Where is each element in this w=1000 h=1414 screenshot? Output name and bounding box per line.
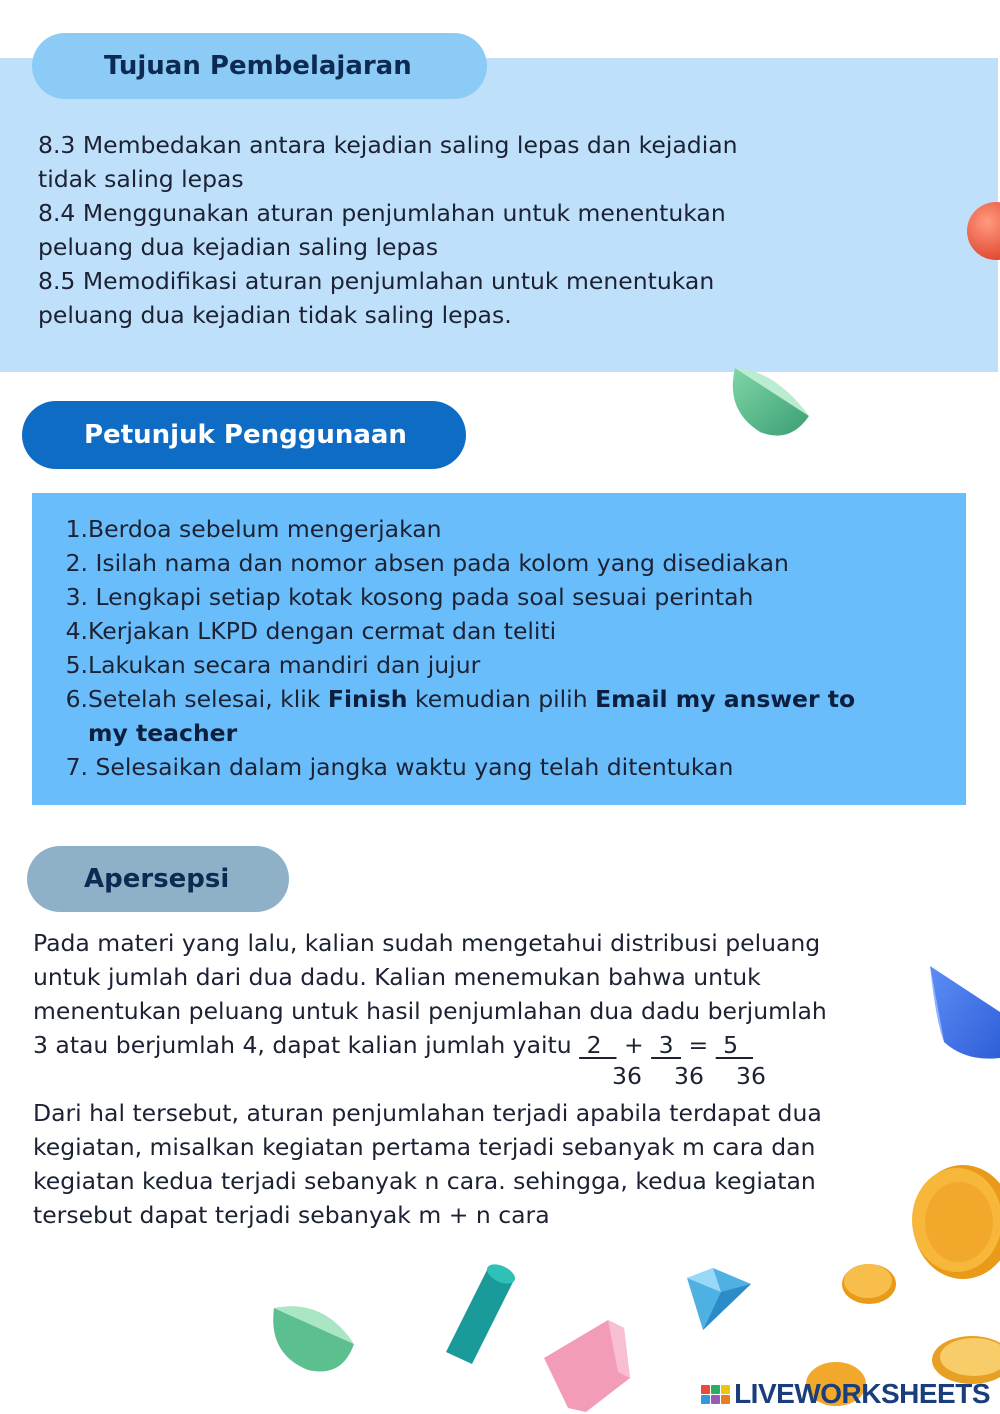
- tujuan-line: 8.3 Membedakan antara kejadian saling lepas dan kejadian: [38, 131, 738, 159]
- fraction-denominator: 36: [736, 1062, 766, 1090]
- apersepsi-line: [33, 1028, 913, 1062]
- apersepsi-line-text: 3 atau berjumlah 4, dapat kalian jumlah yaitu: [33, 1031, 580, 1059]
- list-item: [60, 648, 940, 682]
- item-text: Lengkapi setiap kotak kosong pada soal sesuai perintah: [88, 583, 754, 611]
- apersepsi-line: Pada materi yang lalu, kalian sudah mengetahui distribusi peluang: [33, 929, 821, 957]
- fraction-numerator: 3: [651, 1031, 682, 1059]
- list-item: [60, 512, 940, 546]
- email-emphasis: my teacher: [88, 719, 238, 747]
- list-item: [60, 546, 940, 580]
- item-text: Berdoa sebelum mengerjakan: [88, 515, 442, 543]
- apersepsi-line: Dari hal tersebut, aturan penjumlahan terjadi apabila terdapat dua: [33, 1099, 822, 1127]
- fraction-denominator-row: [33, 1062, 913, 1096]
- apersepsi-line: kegiatan kedua terjadi sebanyak n cara. sehingga, kedua kegiatan: [33, 1167, 816, 1195]
- fraction-denominator: 36: [612, 1062, 642, 1090]
- tujuan-line: 8.4 Menggunakan aturan penjumlahan untuk menentukan: [38, 199, 726, 227]
- fraction-numerator: 2: [579, 1031, 617, 1059]
- cylinder-decoration: [438, 1260, 518, 1370]
- green-hemisphere-decoration: [268, 1298, 358, 1376]
- liveworksheets-logo: [701, 1378, 990, 1410]
- fraction-denominator: 36: [674, 1062, 704, 1090]
- tujuan-title: Tujuan Pembelajaran: [32, 33, 487, 99]
- list-item: [60, 580, 940, 614]
- tujuan-body: [38, 128, 838, 332]
- item-text: Selesaikan dalam jangka waktu yang telah ditentukan: [88, 753, 734, 781]
- blue-cone-decoration: [926, 962, 1000, 1066]
- list-item: [60, 614, 940, 648]
- small-coin-decoration: [840, 1260, 898, 1306]
- apersepsi-line: untuk jumlah dari dua dadu. Kalian menemukan bahwa untuk: [33, 963, 761, 991]
- apersepsi-title: Apersepsi: [27, 846, 289, 912]
- tujuan-line: peluang dua kejadian saling lepas: [38, 233, 439, 261]
- item-text: Kerjakan LKPD dengan cermat dan teliti: [88, 617, 557, 645]
- tujuan-line: tidak saling lepas: [38, 165, 244, 193]
- logo-mark-icon: [701, 1385, 730, 1404]
- petunjuk-title: Petunjuk Penggunaan: [22, 401, 466, 469]
- item-number: 2.: [65, 549, 88, 577]
- item-number: 5.: [65, 651, 88, 679]
- item-number: 1.: [65, 515, 88, 543]
- item-text: Isilah nama dan nomor absen pada kolom yang disediakan: [88, 549, 789, 577]
- tujuan-line: peluang dua kejadian tidak saling lepas.: [38, 301, 512, 329]
- finish-emphasis: Finish: [327, 685, 408, 713]
- red-sphere-decoration: [962, 200, 1000, 262]
- list-item: [60, 750, 940, 784]
- tujuan-line: 8.5 Memodifikasi aturan penjumlahan untuk menentukan: [38, 267, 715, 295]
- item-number: 7.: [65, 753, 88, 781]
- item-number: 4.: [65, 617, 88, 645]
- plus-sign: +: [616, 1031, 652, 1059]
- list-item-continuation: [60, 716, 940, 750]
- item-text: Setelah selesai, klik: [88, 685, 328, 713]
- gold-coin-decoration: [905, 1162, 1000, 1282]
- equals-sign: =: [681, 1031, 716, 1059]
- item-number: 6.: [65, 685, 88, 713]
- coin-edge-decoration: [928, 1330, 1000, 1384]
- item-text: kemudian pilih: [407, 685, 596, 713]
- fraction-numerator: 5: [715, 1031, 754, 1059]
- item-number: 3.: [65, 583, 88, 611]
- apersepsi-line: tersebut dapat terjadi sebanyak m + n cara: [33, 1201, 550, 1229]
- diamond-decoration: [683, 1264, 755, 1336]
- green-hemisphere-decoration: [725, 360, 815, 442]
- pink-stairs-decoration: [538, 1318, 632, 1414]
- petunjuk-list: [60, 512, 940, 784]
- logo-text: LIVEWORKSHEETS: [734, 1378, 990, 1409]
- item-text: Lakukan secara mandiri dan jujur: [88, 651, 481, 679]
- apersepsi-line: kegiatan, misalkan kegiatan pertama terjadi sebanyak m cara dan: [33, 1133, 816, 1161]
- apersepsi-line: menentukan peluang untuk hasil penjumlahan dua dadu berjumlah: [33, 997, 827, 1025]
- list-item: [60, 682, 940, 716]
- apersepsi-body: [33, 926, 913, 1232]
- email-emphasis: Email my answer to: [595, 685, 856, 713]
